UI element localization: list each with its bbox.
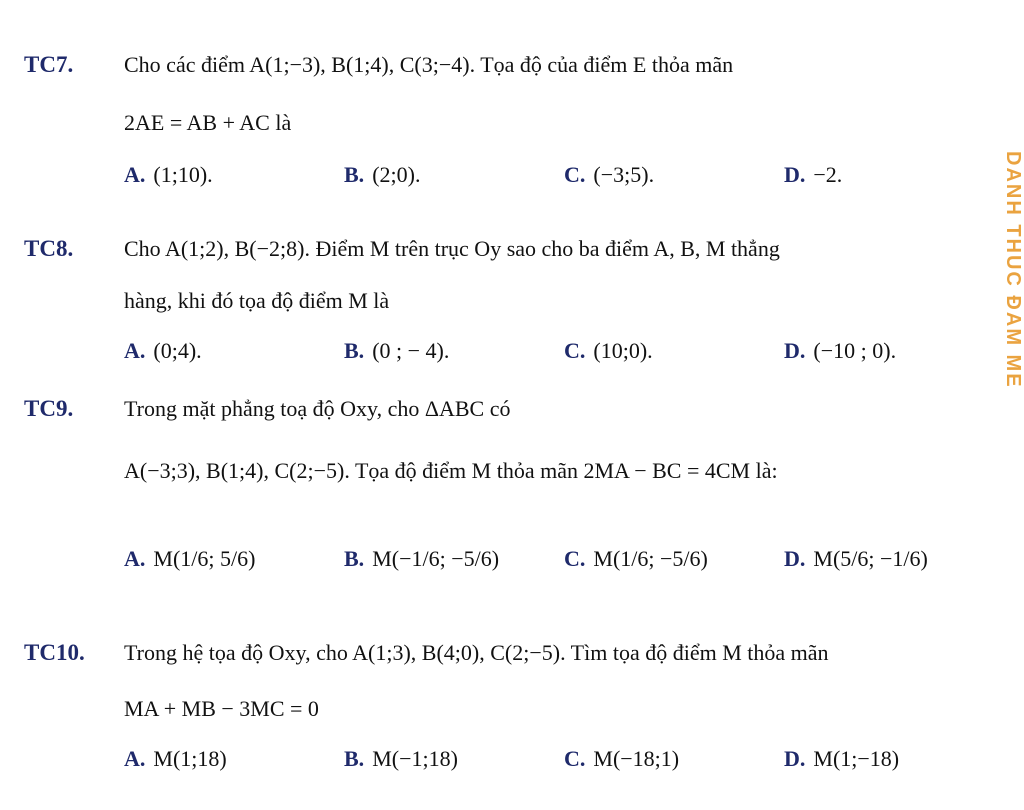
option-d[interactable] <box>784 338 896 364</box>
option-a[interactable] <box>124 746 227 772</box>
option-a[interactable] <box>124 546 255 572</box>
option-text: M(−1/6; −5/6) <box>372 546 500 571</box>
option-label: D. <box>784 746 806 771</box>
question-stem-line1: Trong hệ tọa độ Oxy, cho A(1;3), B(4;0), C(2;−5). Tìm tọa độ điểm M thỏa mãn <box>124 640 829 665</box>
option-label: B. <box>344 746 365 771</box>
option-label: C. <box>564 546 586 571</box>
question-number: TC8. <box>24 236 74 261</box>
question-stem-line1: Trong mặt phẳng toạ độ Oxy, cho ΔABC có <box>124 396 511 421</box>
option-b[interactable] <box>344 746 458 772</box>
question-stem-line2: 2AE = AB + AC là <box>124 110 292 135</box>
option-c[interactable] <box>564 338 653 364</box>
option-text: M(−1;18) <box>372 746 458 771</box>
option-label: B. <box>344 338 365 363</box>
option-text: M(1;−18) <box>813 746 900 771</box>
side-watermark: DANH THUC ĐAM ME <box>1002 151 1024 389</box>
option-d[interactable] <box>784 546 928 572</box>
option-text: M(1/6; 5/6) <box>153 546 256 571</box>
option-text: −2. <box>813 162 843 187</box>
option-b[interactable] <box>344 162 420 188</box>
option-text: M(1/6; −5/6) <box>593 546 708 571</box>
option-c[interactable] <box>564 162 654 188</box>
option-label: C. <box>564 162 586 187</box>
question-number: TC9. <box>24 396 74 421</box>
option-text: (0 ; − 4). <box>372 338 450 363</box>
option-label: B. <box>344 546 365 571</box>
option-text: M(−18;1) <box>593 746 680 771</box>
option-b[interactable] <box>344 546 499 572</box>
option-d[interactable] <box>784 162 842 188</box>
option-label: D. <box>784 546 806 571</box>
question-number: TC10. <box>24 640 85 665</box>
question-stem-line2: hàng, khi đó tọa độ điểm M là <box>124 288 390 313</box>
option-c[interactable] <box>564 746 679 772</box>
option-text: (2;0). <box>372 162 421 187</box>
option-text: M(5/6; −1/6) <box>813 546 928 571</box>
option-text: (−10 ; 0). <box>813 338 897 363</box>
option-label: D. <box>784 338 806 363</box>
option-text: (1;10). <box>153 162 213 187</box>
option-label: A. <box>124 746 146 771</box>
question-stem-line2: A(−3;3), B(1;4), C(2;−5). Tọa độ điểm M thỏa mãn 2MA − BC = 4CM là: <box>124 458 778 483</box>
option-text: (−3;5). <box>593 162 655 187</box>
option-label: C. <box>564 338 586 363</box>
question-stem-line2: MA + MB − 3MC = 0 <box>124 696 319 721</box>
option-label: A. <box>124 546 146 571</box>
question-number: TC7. <box>24 52 74 77</box>
option-label: B. <box>344 162 365 187</box>
option-a[interactable] <box>124 162 213 188</box>
option-label: C. <box>564 746 586 771</box>
option-c[interactable] <box>564 546 708 572</box>
option-text: M(1;18) <box>153 746 227 771</box>
question-stem-line1: Cho các điểm A(1;−3), B(1;4), C(3;−4). Tọa độ của điểm E thỏa mãn <box>124 52 734 77</box>
option-b[interactable] <box>344 338 449 364</box>
option-text: (0;4). <box>153 338 202 363</box>
option-label: A. <box>124 162 146 187</box>
question-stem-line1: Cho A(1;2), B(−2;8). Điểm M trên trục Oy sao cho ba điểm A, B, M thẳng <box>124 236 780 261</box>
option-label: A. <box>124 338 146 363</box>
option-text: (10;0). <box>593 338 653 363</box>
option-label: D. <box>784 162 806 187</box>
option-a[interactable] <box>124 338 202 364</box>
option-d[interactable] <box>784 746 899 772</box>
